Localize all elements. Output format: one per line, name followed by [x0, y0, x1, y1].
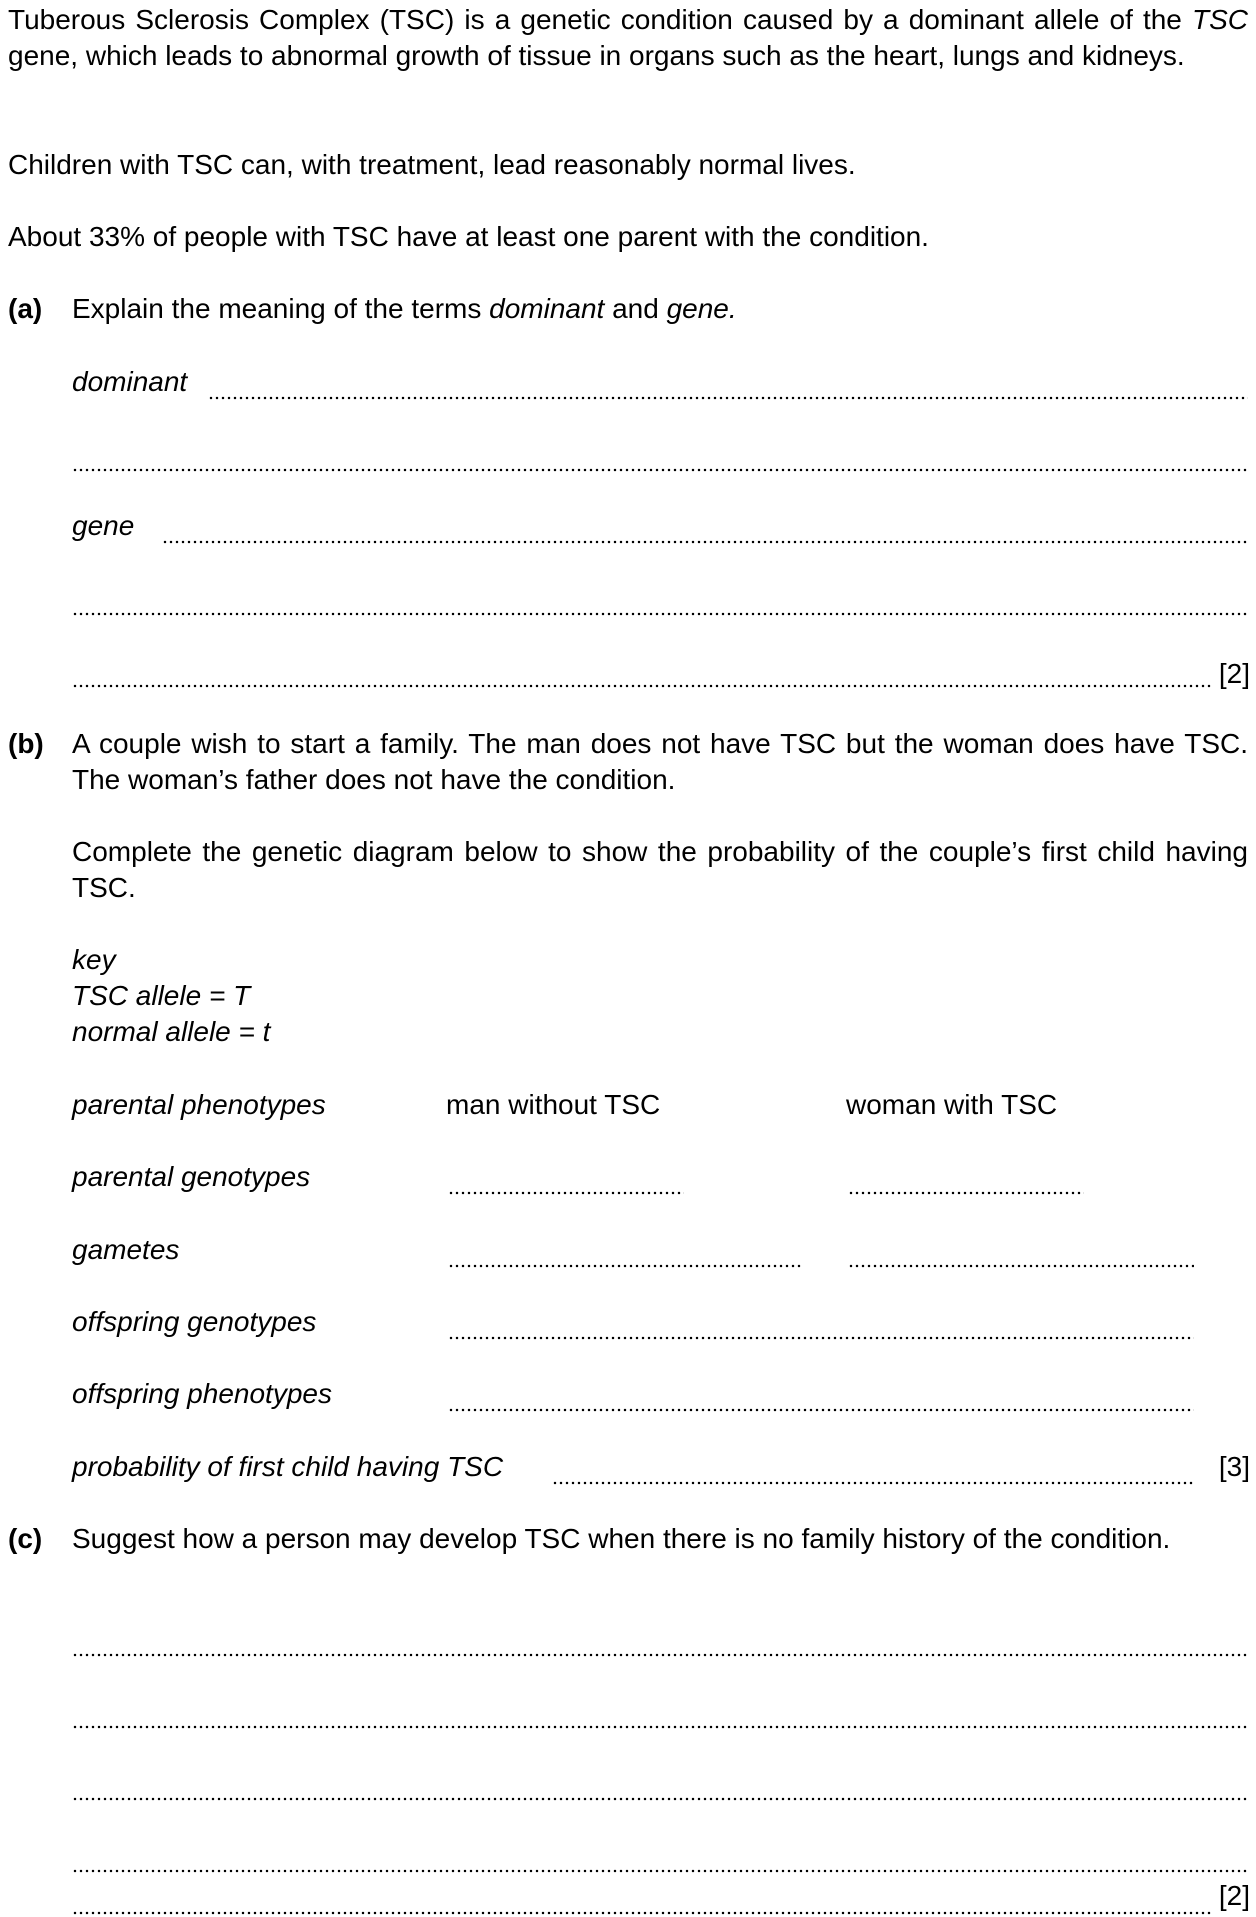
key-normal-allele: normal allele = t	[72, 1016, 271, 1047]
parental-phenotypes-label: parental phenotypes	[72, 1089, 326, 1120]
offspring-phenotypes-label: offspring phenotypes	[72, 1378, 332, 1409]
part-b-question: A couple wish to start a family. The man does not have TSC but the woman does have TSC. The woman’s father does not have the condition.	[72, 728, 1248, 795]
answer-line-gene-1[interactable]	[162, 514, 1248, 544]
part-c-marks: [2]	[1218, 1880, 1250, 1911]
part-c-question: Suggest how a person may develop TSC when there is no family history of the condition.	[72, 1523, 1171, 1554]
offspring-genotypes-field[interactable]	[448, 1310, 1194, 1340]
part-a-marks: [2]	[1218, 658, 1250, 689]
probability-label: probability of first child having TSC	[72, 1451, 504, 1482]
answer-line-dominant-2[interactable]	[72, 442, 1248, 472]
part-c-label: (c)	[8, 1523, 43, 1554]
woman-phenotype: woman with TSC	[846, 1089, 1058, 1120]
answer-line-c-1[interactable]	[72, 1627, 1248, 1657]
answer-line-c-2[interactable]	[72, 1699, 1248, 1729]
part-b-instruction: Complete the genetic diagram below to show the probability of the couple’s first child having TSC.	[72, 836, 1248, 903]
key-tsc-allele: TSC allele = T	[72, 980, 251, 1011]
part-b-label: (b)	[8, 728, 44, 759]
key-title: key	[72, 944, 116, 975]
answer-line-c-3[interactable]	[72, 1771, 1248, 1801]
probability-field[interactable]	[552, 1455, 1194, 1485]
answer-line-c-4[interactable]	[72, 1843, 1248, 1873]
woman-gametes-field[interactable]	[848, 1238, 1194, 1268]
woman-genotype-field[interactable]	[848, 1165, 1084, 1195]
part-a-question: Explain the meaning of the terms dominant and gene.	[72, 293, 737, 324]
gametes-label: gametes	[72, 1234, 180, 1265]
parental-genotypes-label: parental genotypes	[72, 1161, 311, 1192]
answer-line-c-5[interactable]	[72, 1885, 1212, 1915]
offspring-genotypes-label: offspring genotypes	[72, 1306, 317, 1337]
intro-paragraph-3: About 33% of people with TSC have at least one parent with the condition.	[8, 221, 929, 252]
intro-paragraph-2: Children with TSC can, with treatment, lead reasonably normal lives.	[8, 149, 856, 180]
tsc-gene-italic: TSC	[1192, 4, 1248, 35]
intro-paragraph-1: Tuberous Sclerosis Complex (TSC) is a genetic condition caused by a dominant allele of the TSC gene, which leads to abnormal growth of tissue in organs such as the heart, lungs and kidneys.	[8, 4, 1248, 71]
part-a-label: (a)	[8, 293, 43, 324]
answer-line-gene-2[interactable]	[72, 586, 1248, 616]
part-b-marks: [3]	[1218, 1451, 1250, 1482]
answer-line-dominant-1[interactable]	[208, 370, 1248, 400]
dominant-label: dominant	[72, 366, 188, 397]
man-gametes-field[interactable]	[448, 1238, 802, 1268]
man-phenotype: man without TSC	[446, 1089, 661, 1120]
answer-line-gene-3[interactable]	[72, 658, 1212, 688]
gene-label: gene	[72, 510, 135, 541]
offspring-phenotypes-field[interactable]	[448, 1382, 1194, 1412]
man-genotype-field[interactable]	[448, 1165, 684, 1195]
